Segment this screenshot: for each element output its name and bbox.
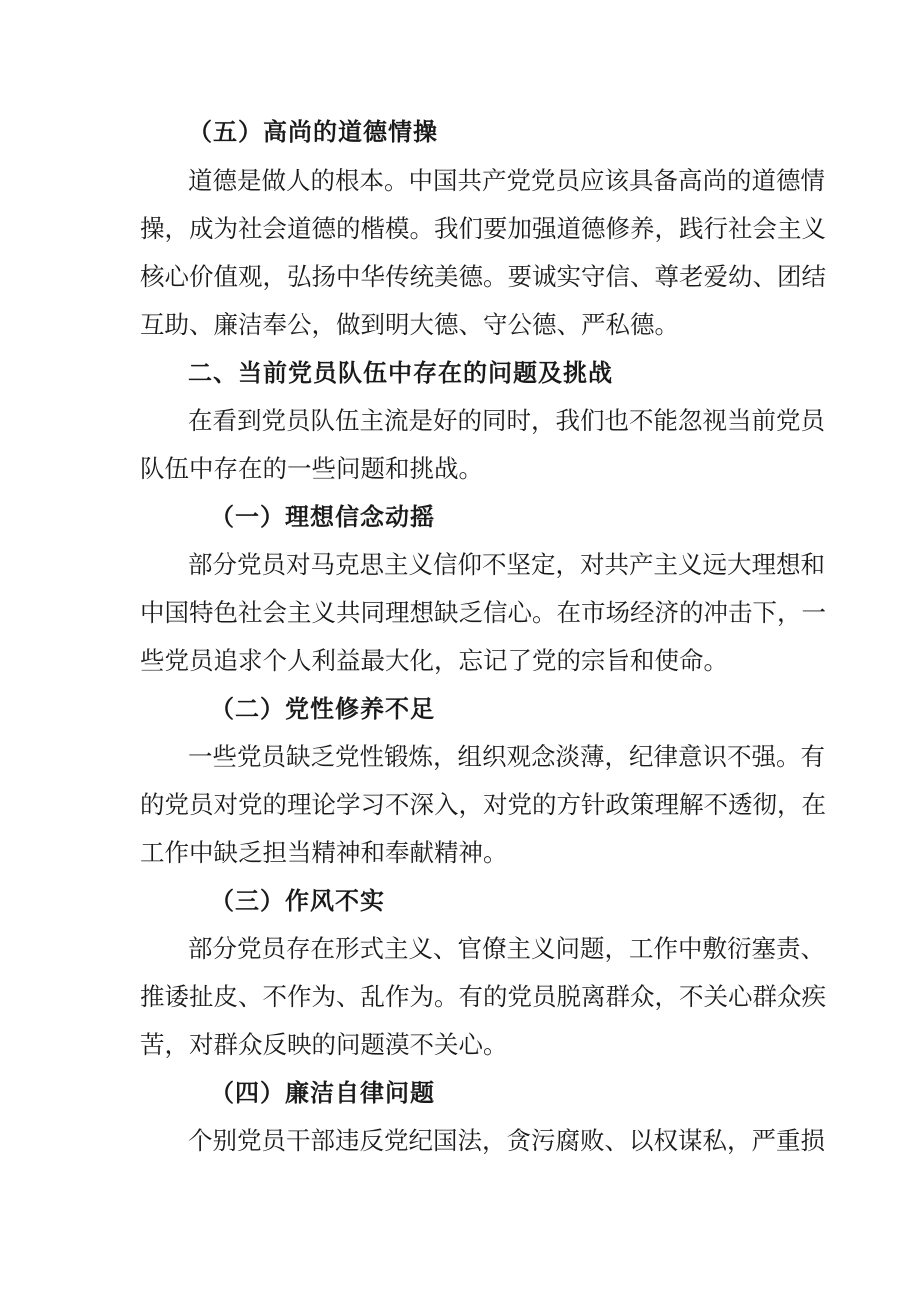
paragraph-line: 的党员对党的理论学习不深入，对党的方针政策理解不透彻，在 <box>140 790 826 819</box>
paragraph-line: 互助、廉洁奉公，做到明大德、守公德、严私德。 <box>140 310 679 339</box>
chapter-heading: 二、当前党员队伍中存在的问题及挑战 <box>188 359 613 387</box>
section-heading: （三）作风不实 <box>210 887 385 915</box>
paragraph-line: 中国特色社会主义共同理想缺乏信心。在市场经济的冲击下，一 <box>140 598 826 627</box>
section-heading: （一）理想信念动摇 <box>210 503 435 531</box>
paragraph-line: 工作中缺乏担当精神和奉献精神。 <box>140 838 508 867</box>
paragraph-line: 操，成为社会道德的楷模。我们要加强道德修养，践行社会主义 <box>140 214 826 243</box>
section-heading: （五）高尚的道德情操 <box>188 118 438 146</box>
paragraph-line: 队伍中存在的一些问题和挑战。 <box>140 454 483 483</box>
paragraph-line: 苦，对群众反映的问题漠不关心。 <box>140 1030 508 1059</box>
paragraph-line: 一些党员缺乏党性锻炼，组织观念淡薄，纪律意识不强。有 <box>188 742 825 771</box>
section-heading: （四）廉洁自律问题 <box>210 1079 435 1107</box>
paragraph-line: 在看到党员队伍主流是好的同时，我们也不能忽视当前党员 <box>188 406 825 435</box>
paragraph-line: 部分党员存在形式主义、官僚主义问题，工作中敷衍塞责、 <box>188 934 825 963</box>
paragraph-line: 道德是做人的根本。中国共产党党员应该具备高尚的道德情 <box>188 166 825 195</box>
paragraph-line: 部分党员对马克思主义信仰不坚定，对共产主义远大理想和 <box>188 550 825 579</box>
paragraph-line: 推诿扯皮、不作为、乱作为。有的党员脱离群众，不关心群众疾 <box>140 982 826 1011</box>
paragraph-line: 个别党员干部违反党纪国法，贪污腐败、以权谋私，严重损 <box>188 1126 825 1155</box>
paragraph-line: 核心价值观，弘扬中华传统美德。要诚实守信、尊老爱幼、团结 <box>140 262 826 291</box>
section-heading: （二）党性修养不足 <box>210 695 435 723</box>
paragraph-line: 些党员追求个人利益最大化，忘记了党的宗旨和使命。 <box>140 646 728 675</box>
